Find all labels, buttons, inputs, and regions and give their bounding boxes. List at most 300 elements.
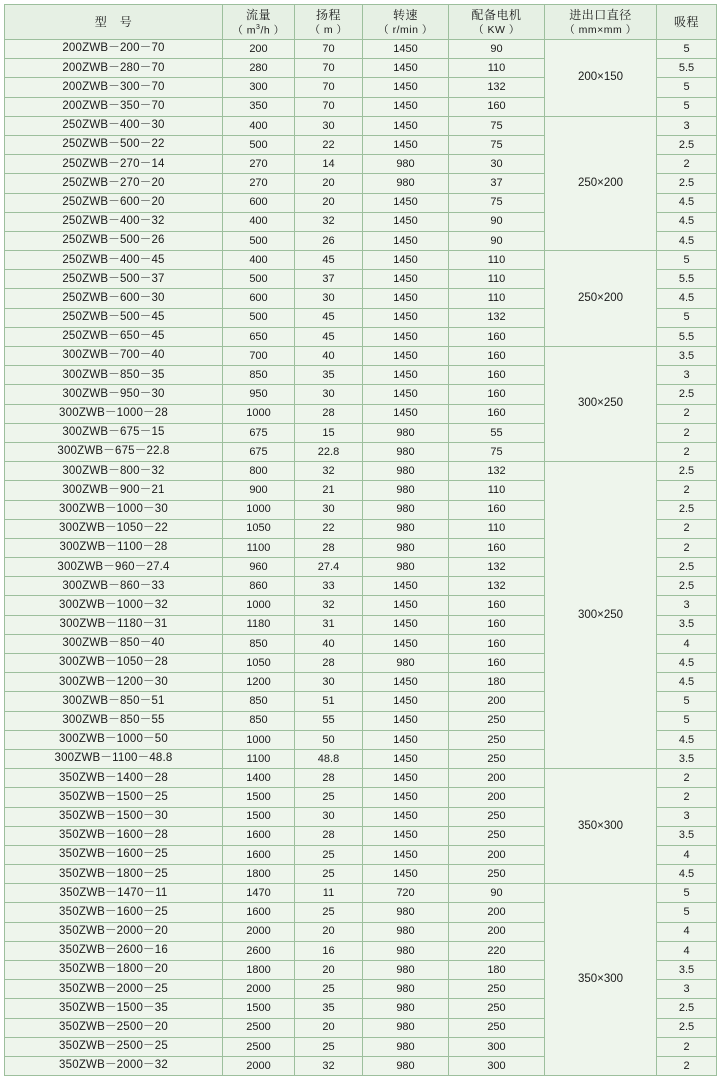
column-header-speed bbox=[363, 5, 449, 40]
cell-flow: 400 bbox=[223, 251, 295, 270]
cell-motor: 132 bbox=[449, 78, 545, 97]
pump-specification-table bbox=[4, 4, 717, 1076]
cell-motor: 75 bbox=[449, 135, 545, 154]
cell-diameter: 350×300 bbox=[545, 884, 657, 1076]
cell-suction: 3 bbox=[657, 596, 717, 615]
cell-suction: 2 bbox=[657, 519, 717, 538]
cell-motor: 110 bbox=[449, 251, 545, 270]
cell-speed: 1450 bbox=[363, 251, 449, 270]
cell-motor: 160 bbox=[449, 327, 545, 346]
cell-head: 28 bbox=[295, 654, 363, 673]
cell-model: 250ZWB－400－45 bbox=[5, 251, 223, 270]
cell-speed: 980 bbox=[363, 500, 449, 519]
cell-model: 200ZWB－300－70 bbox=[5, 78, 223, 97]
cell-suction: 2 bbox=[657, 1037, 717, 1056]
cell-suction: 3.5 bbox=[657, 826, 717, 845]
cell-model: 350ZWB－2000－25 bbox=[5, 980, 223, 999]
cell-head: 40 bbox=[295, 347, 363, 366]
cell-head: 35 bbox=[295, 366, 363, 385]
cell-speed: 980 bbox=[363, 1018, 449, 1037]
cell-flow: 500 bbox=[223, 308, 295, 327]
cell-speed: 1450 bbox=[363, 116, 449, 135]
cell-head: 16 bbox=[295, 941, 363, 960]
cell-head: 20 bbox=[295, 193, 363, 212]
cell-flow: 2000 bbox=[223, 980, 295, 999]
cell-head: 25 bbox=[295, 980, 363, 999]
cell-model: 350ZWB－1600－25 bbox=[5, 903, 223, 922]
cell-speed: 980 bbox=[363, 999, 449, 1018]
cell-flow: 400 bbox=[223, 116, 295, 135]
cell-model: 200ZWB－350－70 bbox=[5, 97, 223, 116]
cell-motor: 75 bbox=[449, 193, 545, 212]
table-header bbox=[5, 5, 717, 40]
cell-speed: 1450 bbox=[363, 59, 449, 78]
cell-flow: 850 bbox=[223, 711, 295, 730]
cell-model: 350ZWB－1800－25 bbox=[5, 865, 223, 884]
cell-speed: 980 bbox=[363, 462, 449, 481]
cell-motor: 160 bbox=[449, 538, 545, 557]
cell-motor: 110 bbox=[449, 481, 545, 500]
cell-suction: 3.5 bbox=[657, 749, 717, 768]
cell-flow: 1500 bbox=[223, 788, 295, 807]
cell-flow: 300 bbox=[223, 78, 295, 97]
cell-flow: 950 bbox=[223, 385, 295, 404]
cell-model: 300ZWB－850－55 bbox=[5, 711, 223, 730]
cell-speed: 980 bbox=[363, 1056, 449, 1075]
cell-suction: 5 bbox=[657, 884, 717, 903]
cell-motor: 90 bbox=[449, 40, 545, 59]
cell-speed: 1450 bbox=[363, 404, 449, 423]
cell-suction: 2 bbox=[657, 155, 717, 174]
cell-speed: 1450 bbox=[363, 673, 449, 692]
cell-model: 350ZWB－1600－25 bbox=[5, 845, 223, 864]
cell-flow: 1500 bbox=[223, 999, 295, 1018]
cell-head: 48.8 bbox=[295, 749, 363, 768]
cell-suction: 2 bbox=[657, 538, 717, 557]
cell-motor: 110 bbox=[449, 519, 545, 538]
cell-speed: 980 bbox=[363, 519, 449, 538]
cell-motor: 200 bbox=[449, 845, 545, 864]
cell-head: 11 bbox=[295, 884, 363, 903]
cell-suction: 2.5 bbox=[657, 385, 717, 404]
cell-flow: 700 bbox=[223, 347, 295, 366]
cell-speed: 980 bbox=[363, 980, 449, 999]
cell-model: 350ZWB－2500－25 bbox=[5, 1037, 223, 1056]
cell-head: 25 bbox=[295, 865, 363, 884]
cell-head: 30 bbox=[295, 673, 363, 692]
cell-suction: 3.5 bbox=[657, 347, 717, 366]
cell-flow: 900 bbox=[223, 481, 295, 500]
cell-suction: 5 bbox=[657, 692, 717, 711]
cell-model: 300ZWB－950－30 bbox=[5, 385, 223, 404]
cell-motor: 90 bbox=[449, 231, 545, 250]
cell-model: 300ZWB－1050－28 bbox=[5, 654, 223, 673]
cell-suction: 4.5 bbox=[657, 865, 717, 884]
cell-head: 28 bbox=[295, 404, 363, 423]
table-row bbox=[5, 116, 717, 135]
column-header-speed-title: 转速 bbox=[392, 7, 418, 22]
cell-diameter: 250×200 bbox=[545, 116, 657, 250]
cell-suction: 4 bbox=[657, 634, 717, 653]
cell-flow: 1000 bbox=[223, 596, 295, 615]
cell-motor: 37 bbox=[449, 174, 545, 193]
column-header-suction bbox=[657, 5, 717, 40]
column-header-flow-title: 流量 bbox=[245, 7, 271, 22]
cell-speed: 980 bbox=[363, 922, 449, 941]
cell-flow: 800 bbox=[223, 462, 295, 481]
cell-speed: 1450 bbox=[363, 135, 449, 154]
cell-flow: 1200 bbox=[223, 673, 295, 692]
cell-head: 20 bbox=[295, 961, 363, 980]
cell-flow: 650 bbox=[223, 327, 295, 346]
cell-model: 300ZWB－1050－22 bbox=[5, 519, 223, 538]
cell-model: 300ZWB－1200－30 bbox=[5, 673, 223, 692]
cell-suction: 4 bbox=[657, 922, 717, 941]
cell-speed: 1450 bbox=[363, 385, 449, 404]
column-header-diameter bbox=[545, 5, 657, 40]
cell-motor: 30 bbox=[449, 155, 545, 174]
cell-model: 300ZWB－1000－28 bbox=[5, 404, 223, 423]
table-body bbox=[5, 40, 717, 1076]
cell-speed: 1450 bbox=[363, 769, 449, 788]
cell-motor: 160 bbox=[449, 654, 545, 673]
cell-suction: 2.5 bbox=[657, 999, 717, 1018]
cell-model: 300ZWB－800－32 bbox=[5, 462, 223, 481]
cell-head: 51 bbox=[295, 692, 363, 711]
cell-suction: 4.5 bbox=[657, 654, 717, 673]
cell-motor: 180 bbox=[449, 673, 545, 692]
cell-model: 250ZWB－500－37 bbox=[5, 270, 223, 289]
cell-flow: 600 bbox=[223, 289, 295, 308]
cell-model: 350ZWB－1470－11 bbox=[5, 884, 223, 903]
cell-flow: 600 bbox=[223, 193, 295, 212]
cell-speed: 980 bbox=[363, 654, 449, 673]
column-header-head-unit: （ m ） bbox=[309, 24, 348, 36]
cell-motor: 75 bbox=[449, 442, 545, 461]
cell-head: 25 bbox=[295, 903, 363, 922]
cell-suction: 4.5 bbox=[657, 231, 717, 250]
cell-motor: 160 bbox=[449, 385, 545, 404]
cell-speed: 980 bbox=[363, 941, 449, 960]
cell-suction: 2.5 bbox=[657, 558, 717, 577]
cell-diameter: 350×300 bbox=[545, 769, 657, 884]
cell-head: 30 bbox=[295, 500, 363, 519]
cell-speed: 980 bbox=[363, 538, 449, 557]
cell-flow: 675 bbox=[223, 442, 295, 461]
cell-head: 70 bbox=[295, 40, 363, 59]
cell-motor: 90 bbox=[449, 884, 545, 903]
cell-flow: 1050 bbox=[223, 654, 295, 673]
column-header-motor bbox=[449, 5, 545, 40]
cell-motor: 110 bbox=[449, 289, 545, 308]
cell-flow: 850 bbox=[223, 692, 295, 711]
cell-motor: 250 bbox=[449, 730, 545, 749]
cell-motor: 250 bbox=[449, 807, 545, 826]
cell-speed: 980 bbox=[363, 903, 449, 922]
cell-head: 26 bbox=[295, 231, 363, 250]
cell-flow: 500 bbox=[223, 231, 295, 250]
cell-diameter: 300×250 bbox=[545, 347, 657, 462]
cell-model: 300ZWB－1000－32 bbox=[5, 596, 223, 615]
cell-motor: 55 bbox=[449, 423, 545, 442]
cell-flow: 2500 bbox=[223, 1037, 295, 1056]
cell-motor: 250 bbox=[449, 826, 545, 845]
cell-flow: 270 bbox=[223, 174, 295, 193]
cell-suction: 2.5 bbox=[657, 1018, 717, 1037]
cell-model: 250ZWB－500－45 bbox=[5, 308, 223, 327]
cell-suction: 5 bbox=[657, 251, 717, 270]
cell-motor: 250 bbox=[449, 865, 545, 884]
cell-flow: 500 bbox=[223, 135, 295, 154]
cell-motor: 160 bbox=[449, 347, 545, 366]
cell-motor: 250 bbox=[449, 749, 545, 768]
cell-motor: 160 bbox=[449, 97, 545, 116]
cell-suction: 3.5 bbox=[657, 961, 717, 980]
cell-suction: 2 bbox=[657, 769, 717, 788]
cell-model: 350ZWB－1400－28 bbox=[5, 769, 223, 788]
cell-flow: 2000 bbox=[223, 922, 295, 941]
cell-speed: 1450 bbox=[363, 212, 449, 231]
cell-motor: 250 bbox=[449, 1018, 545, 1037]
cell-suction: 4 bbox=[657, 941, 717, 960]
cell-flow: 350 bbox=[223, 97, 295, 116]
cell-flow: 1400 bbox=[223, 769, 295, 788]
cell-head: 20 bbox=[295, 922, 363, 941]
cell-model: 250ZWB－650－45 bbox=[5, 327, 223, 346]
cell-speed: 1450 bbox=[363, 634, 449, 653]
cell-flow: 1180 bbox=[223, 615, 295, 634]
cell-speed: 980 bbox=[363, 174, 449, 193]
cell-motor: 110 bbox=[449, 270, 545, 289]
cell-flow: 850 bbox=[223, 366, 295, 385]
cell-head: 22 bbox=[295, 135, 363, 154]
cell-suction: 3 bbox=[657, 116, 717, 135]
cell-motor: 200 bbox=[449, 769, 545, 788]
table-row bbox=[5, 884, 717, 903]
cell-suction: 4.5 bbox=[657, 212, 717, 231]
cell-model: 350ZWB－1500－35 bbox=[5, 999, 223, 1018]
cell-head: 28 bbox=[295, 538, 363, 557]
cell-speed: 1450 bbox=[363, 807, 449, 826]
cell-head: 37 bbox=[295, 270, 363, 289]
cell-head: 30 bbox=[295, 385, 363, 404]
cell-model: 300ZWB－850－51 bbox=[5, 692, 223, 711]
cell-speed: 1450 bbox=[363, 711, 449, 730]
header-row bbox=[5, 5, 717, 40]
column-header-model bbox=[5, 5, 223, 40]
cell-head: 14 bbox=[295, 155, 363, 174]
cell-speed: 1450 bbox=[363, 845, 449, 864]
cell-flow: 1100 bbox=[223, 749, 295, 768]
cell-head: 15 bbox=[295, 423, 363, 442]
cell-head: 28 bbox=[295, 769, 363, 788]
cell-speed: 1450 bbox=[363, 231, 449, 250]
cell-speed: 1450 bbox=[363, 788, 449, 807]
cell-head: 45 bbox=[295, 327, 363, 346]
cell-head: 25 bbox=[295, 788, 363, 807]
cell-motor: 250 bbox=[449, 980, 545, 999]
cell-flow: 2600 bbox=[223, 941, 295, 960]
cell-flow: 1600 bbox=[223, 845, 295, 864]
cell-flow: 270 bbox=[223, 155, 295, 174]
cell-speed: 1450 bbox=[363, 692, 449, 711]
cell-flow: 1000 bbox=[223, 500, 295, 519]
cell-head: 35 bbox=[295, 999, 363, 1018]
cell-model: 350ZWB－1800－20 bbox=[5, 961, 223, 980]
cell-model: 300ZWB－1000－30 bbox=[5, 500, 223, 519]
cell-head: 70 bbox=[295, 59, 363, 78]
cell-speed: 980 bbox=[363, 558, 449, 577]
cell-suction: 2.5 bbox=[657, 500, 717, 519]
cell-flow: 2000 bbox=[223, 1056, 295, 1075]
cell-model: 250ZWB－600－20 bbox=[5, 193, 223, 212]
cell-model: 350ZWB－1600－28 bbox=[5, 826, 223, 845]
cell-head: 30 bbox=[295, 807, 363, 826]
cell-motor: 200 bbox=[449, 922, 545, 941]
cell-motor: 200 bbox=[449, 788, 545, 807]
cell-flow: 1100 bbox=[223, 538, 295, 557]
cell-flow: 1500 bbox=[223, 807, 295, 826]
cell-motor: 90 bbox=[449, 212, 545, 231]
cell-head: 30 bbox=[295, 116, 363, 135]
cell-suction: 3.5 bbox=[657, 615, 717, 634]
cell-motor: 220 bbox=[449, 941, 545, 960]
column-header-speed-unit: （ r/min ） bbox=[378, 24, 433, 36]
cell-suction: 2 bbox=[657, 423, 717, 442]
cell-suction: 4.5 bbox=[657, 289, 717, 308]
cell-model: 300ZWB－1100－48.8 bbox=[5, 749, 223, 768]
column-header-diameter-unit: （ mm×mm ） bbox=[564, 24, 637, 36]
cell-suction: 5 bbox=[657, 903, 717, 922]
cell-flow: 400 bbox=[223, 212, 295, 231]
cell-model: 250ZWB－400－30 bbox=[5, 116, 223, 135]
column-header-flow-unit: （ $m^3/h$ ） bbox=[232, 23, 285, 37]
cell-suction: 5.5 bbox=[657, 59, 717, 78]
cell-speed: 980 bbox=[363, 155, 449, 174]
cell-motor: 160 bbox=[449, 404, 545, 423]
cell-flow: 1600 bbox=[223, 903, 295, 922]
cell-head: 25 bbox=[295, 845, 363, 864]
cell-model: 300ZWB－1180－31 bbox=[5, 615, 223, 634]
cell-motor: 200 bbox=[449, 692, 545, 711]
cell-model: 350ZWB－2500－20 bbox=[5, 1018, 223, 1037]
cell-suction: 4 bbox=[657, 845, 717, 864]
cell-flow: 960 bbox=[223, 558, 295, 577]
cell-speed: 1450 bbox=[363, 749, 449, 768]
cell-speed: 1450 bbox=[363, 308, 449, 327]
cell-flow: 1800 bbox=[223, 865, 295, 884]
cell-suction: 2.5 bbox=[657, 174, 717, 193]
cell-head: 31 bbox=[295, 615, 363, 634]
cell-motor: 250 bbox=[449, 711, 545, 730]
cell-flow: 1050 bbox=[223, 519, 295, 538]
cell-flow: 1000 bbox=[223, 730, 295, 749]
table-row bbox=[5, 769, 717, 788]
cell-head: 40 bbox=[295, 634, 363, 653]
cell-speed: 980 bbox=[363, 481, 449, 500]
cell-head: 33 bbox=[295, 577, 363, 596]
cell-diameter: 200×150 bbox=[545, 40, 657, 117]
cell-suction: 3 bbox=[657, 980, 717, 999]
cell-model: 300ZWB－1100－28 bbox=[5, 538, 223, 557]
cell-model: 350ZWB－2600－16 bbox=[5, 941, 223, 960]
cell-speed: 1450 bbox=[363, 270, 449, 289]
cell-flow: 1470 bbox=[223, 884, 295, 903]
cell-suction: 2 bbox=[657, 481, 717, 500]
cell-model: 250ZWB－500－26 bbox=[5, 231, 223, 250]
cell-flow: 500 bbox=[223, 270, 295, 289]
cell-head: 20 bbox=[295, 1018, 363, 1037]
cell-head: 45 bbox=[295, 308, 363, 327]
cell-model: 250ZWB－400－32 bbox=[5, 212, 223, 231]
cell-head: 27.4 bbox=[295, 558, 363, 577]
cell-speed: 1450 bbox=[363, 327, 449, 346]
cell-head: 22 bbox=[295, 519, 363, 538]
cell-speed: 1450 bbox=[363, 347, 449, 366]
cell-model: 300ZWB－1000－50 bbox=[5, 730, 223, 749]
column-header-motor-title: 配备电机 bbox=[471, 7, 522, 22]
cell-speed: 1450 bbox=[363, 730, 449, 749]
cell-flow: 1800 bbox=[223, 961, 295, 980]
column-header-head-title: 扬程 bbox=[315, 7, 341, 22]
cell-head: 70 bbox=[295, 97, 363, 116]
cell-flow: 850 bbox=[223, 634, 295, 653]
cell-model: 300ZWB－900－21 bbox=[5, 481, 223, 500]
cell-suction: 3 bbox=[657, 366, 717, 385]
cell-model: 350ZWB－1500－30 bbox=[5, 807, 223, 826]
cell-flow: 675 bbox=[223, 423, 295, 442]
cell-motor: 132 bbox=[449, 462, 545, 481]
cell-speed: 1450 bbox=[363, 40, 449, 59]
cell-model: 350ZWB－1500－25 bbox=[5, 788, 223, 807]
table-row bbox=[5, 251, 717, 270]
cell-suction: 5 bbox=[657, 308, 717, 327]
cell-model: 250ZWB－270－20 bbox=[5, 174, 223, 193]
cell-suction: 3 bbox=[657, 807, 717, 826]
cell-speed: 1450 bbox=[363, 826, 449, 845]
cell-suction: 5.5 bbox=[657, 327, 717, 346]
cell-motor: 300 bbox=[449, 1056, 545, 1075]
cell-suction: 5 bbox=[657, 40, 717, 59]
cell-motor: 132 bbox=[449, 558, 545, 577]
cell-head: 32 bbox=[295, 1056, 363, 1075]
cell-suction: 4.5 bbox=[657, 730, 717, 749]
cell-model: 300ZWB－860－33 bbox=[5, 577, 223, 596]
cell-speed: 1450 bbox=[363, 596, 449, 615]
cell-model: 350ZWB－2000－32 bbox=[5, 1056, 223, 1075]
cell-speed: 1450 bbox=[363, 615, 449, 634]
cell-flow: 280 bbox=[223, 59, 295, 78]
cell-head: 55 bbox=[295, 711, 363, 730]
cell-suction: 2 bbox=[657, 404, 717, 423]
cell-speed: 1450 bbox=[363, 193, 449, 212]
cell-motor: 75 bbox=[449, 116, 545, 135]
cell-head: 32 bbox=[295, 462, 363, 481]
cell-head: 45 bbox=[295, 251, 363, 270]
table-row bbox=[5, 347, 717, 366]
cell-suction: 5 bbox=[657, 711, 717, 730]
cell-motor: 250 bbox=[449, 999, 545, 1018]
cell-motor: 200 bbox=[449, 903, 545, 922]
cell-model: 350ZWB－2000－20 bbox=[5, 922, 223, 941]
cell-speed: 980 bbox=[363, 442, 449, 461]
cell-head: 30 bbox=[295, 289, 363, 308]
cell-flow: 860 bbox=[223, 577, 295, 596]
cell-suction: 2.5 bbox=[657, 462, 717, 481]
cell-head: 25 bbox=[295, 1037, 363, 1056]
cell-speed: 980 bbox=[363, 961, 449, 980]
cell-head: 32 bbox=[295, 596, 363, 615]
